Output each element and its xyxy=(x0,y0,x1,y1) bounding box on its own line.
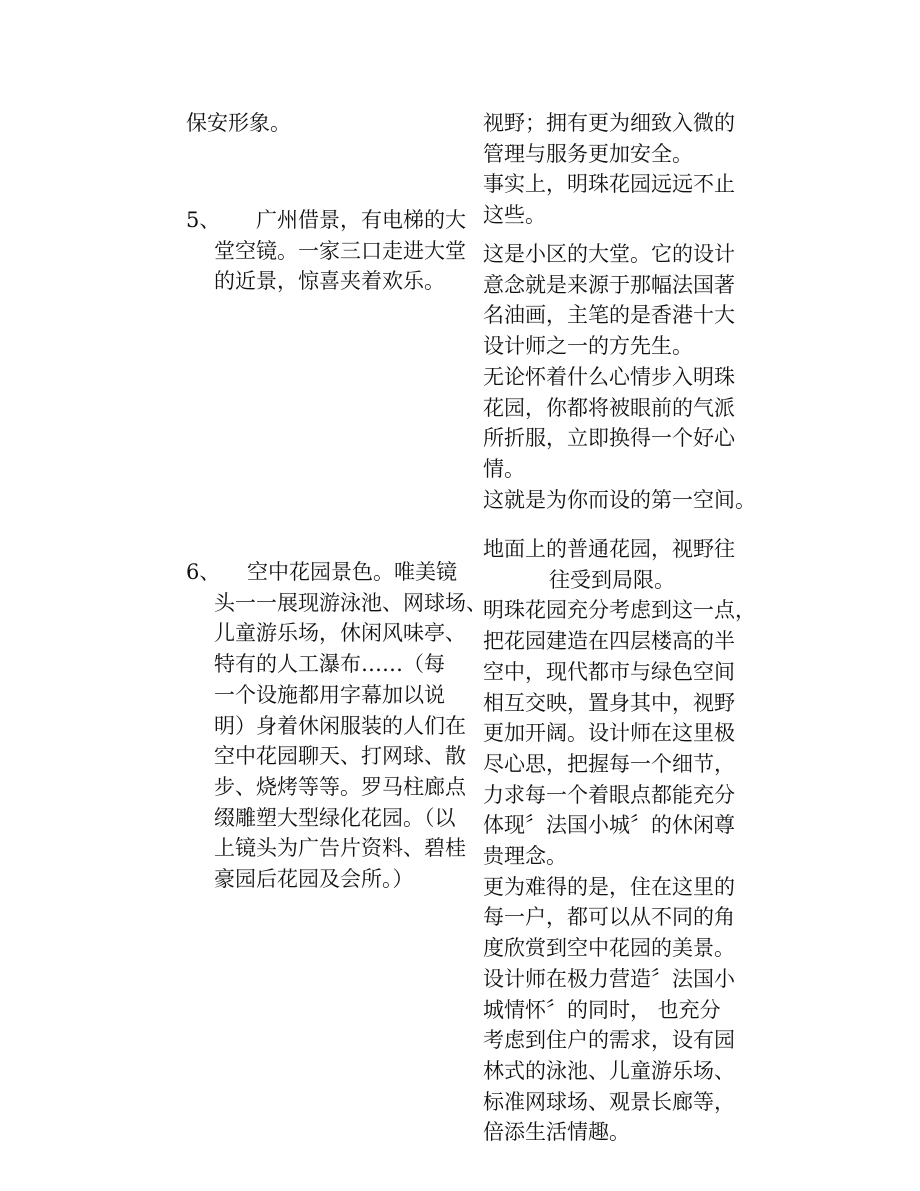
text-line: 林式的泳池、儿童游乐场、 xyxy=(483,1058,735,1083)
text-line: 保安形象。 xyxy=(186,111,291,135)
text-line: 倍添生活情趣。 xyxy=(483,1120,630,1145)
text-line: 无论怀着什么心情步入明珠 xyxy=(483,364,735,389)
text-line: 更加开阔。设计师在这里极 xyxy=(483,721,735,746)
text-line: 明）身着休闲服装的人们在 xyxy=(214,713,466,738)
text-line: 考虑到住户的需求，设有园 xyxy=(483,1028,735,1053)
text-line: 明珠花园充分考虑到这一点， xyxy=(483,598,756,623)
text-line: 意念就是来源于那幅法国著 xyxy=(483,272,735,297)
text-line: 头一一展现游泳池、网球场、 xyxy=(214,590,487,615)
text-line: 的近景，惊喜夹着欢乐。 xyxy=(214,269,445,294)
text-line: 花园，你都将被眼前的气派 xyxy=(483,395,735,420)
narration-5 xyxy=(483,239,758,515)
text-line: 步、烧烤等等。罗马柱廊点 xyxy=(214,774,466,799)
text-line: 空中花园聊天、打网球、散 xyxy=(214,744,466,769)
text-line: 名油画，主笔的是香港十大 xyxy=(483,303,735,328)
text-line: 空中花园景色。唯美镜 xyxy=(247,560,457,584)
text-line: 管理与服务更加安全。 xyxy=(483,141,693,166)
text-line: 贵理念。 xyxy=(483,844,567,869)
text-line: 这是小区的大堂。它的设计 xyxy=(483,242,735,266)
narration-6 xyxy=(483,534,758,1148)
text-line: 体现〞法国小城〞的休闲尊 xyxy=(483,813,735,838)
shot-number: 6、 xyxy=(186,560,221,584)
text-line: 这就是为你而设的第一空间。 xyxy=(483,487,756,512)
text-line: 每一户，都可以从不同的角 xyxy=(483,905,735,930)
text-line: 广州借景，有电梯的大 xyxy=(256,208,466,232)
text-line: 豪园后花园及会所。） xyxy=(214,867,414,892)
shot-description-6 xyxy=(186,557,496,895)
shot-description-5 xyxy=(186,205,496,297)
text-line: 缀雕塑大型绿化花园。（以 xyxy=(214,805,456,830)
text-line: 更为难得的是，住在这里的 xyxy=(483,874,735,899)
text-line: 相互交映，置身其中，视野 xyxy=(483,690,735,715)
text-line: 堂空镜。一家三口走进大堂 xyxy=(214,238,466,263)
text-line: 儿童游乐场，休闲风味亭、 xyxy=(214,621,466,646)
shot-number: 5、 xyxy=(186,208,221,232)
text-line: 上镜头为广告片资料、碧桂 xyxy=(214,836,466,861)
text-line: 情。 xyxy=(483,456,525,481)
text-line: 标准网球场、观景长廊等， xyxy=(483,1089,735,1114)
text-line: 尽心思，把握每一个细节， xyxy=(483,751,735,776)
text-line: 空中，现代都市与绿色空间 xyxy=(483,659,735,684)
narration-4 xyxy=(483,108,758,231)
text-line: 力求每一个着眼点都能充分 xyxy=(483,782,735,807)
text-line: 把花园建造在四层楼高的半 xyxy=(483,629,735,654)
text-line: 视野；拥有更为细致入微的 xyxy=(483,111,735,135)
text-line: 往受到局限。 xyxy=(549,567,675,592)
shot-description-4 xyxy=(186,108,496,139)
text-line: 所折服，立即换得一个好心 xyxy=(483,426,735,451)
text-line: 度欣赏到空中花园的美景。 xyxy=(483,936,735,961)
text-line: 特有的人工瀑布……（每 xyxy=(214,652,445,677)
text-line: 设计师之一的方先生。 xyxy=(483,334,693,359)
text-line: 设计师在极力营造〞法国小 xyxy=(483,966,735,991)
text-line: 城情怀〞的同时， 也充分 xyxy=(483,997,721,1022)
text-line: 地面上的普通花园，视野往 xyxy=(483,537,735,561)
text-line: 一个设施都用字幕加以说 xyxy=(214,682,445,707)
text-line: 事实上，明珠花园远远不止 xyxy=(483,172,735,197)
text-line: 这些。 xyxy=(483,203,546,228)
